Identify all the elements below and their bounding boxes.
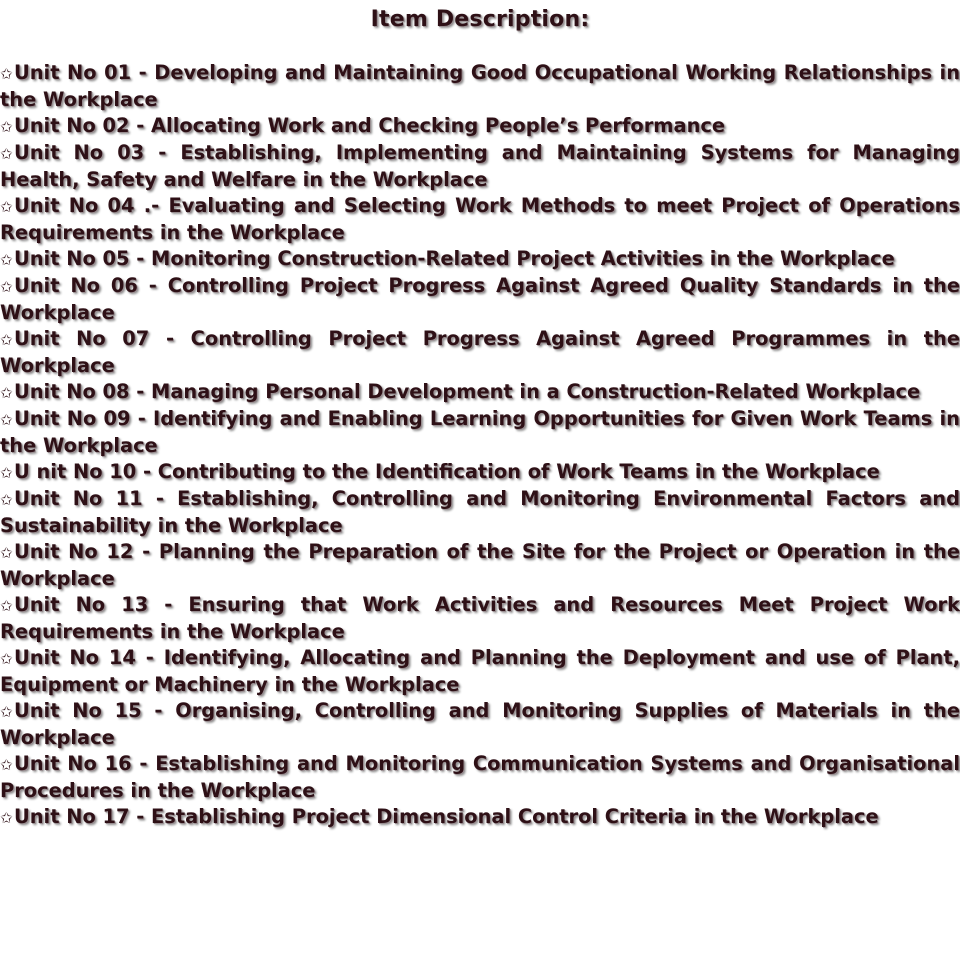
- list-item: [0, 804, 960, 831]
- star-outline-icon: ✩: [0, 703, 13, 721]
- star-outline-icon: ✩: [0, 544, 13, 562]
- list-item: [0, 193, 960, 246]
- star-outline-icon: ✩: [0, 278, 13, 296]
- list-item: [0, 751, 960, 804]
- list-item: [0, 273, 960, 326]
- unit-label: Unit No 02 - Allocating Work and Checking People’s Performance: [14, 114, 726, 137]
- star-outline-icon: ✩: [0, 198, 13, 216]
- list-item: [0, 60, 960, 113]
- list-item: [0, 140, 960, 193]
- star-outline-icon: ✩: [0, 251, 13, 269]
- unit-label: Unit No 09 - Identifying and Enabling Learning Opportunities for Given Work Teams in the Workplace: [0, 407, 960, 457]
- star-outline-icon: ✩: [0, 384, 13, 402]
- unit-label: Unit No 08 - Managing Personal Development in a Construction-Related Workplace: [14, 380, 921, 403]
- star-outline-icon: ✩: [0, 331, 13, 349]
- star-outline-icon: ✩: [0, 491, 13, 509]
- list-item: [0, 379, 960, 406]
- star-outline-icon: ✩: [0, 650, 13, 668]
- list-item: [0, 406, 960, 459]
- unit-label: U nit No 10 - Contributing to the Identification of Work Teams in the Workplace: [14, 460, 880, 483]
- list-item: [0, 592, 960, 645]
- unit-label: Unit No 05 - Monitoring Construction-Related Project Activities in the Workplace: [14, 247, 895, 270]
- list-item: [0, 645, 960, 698]
- unit-label: Unit No 03 - Establishing, Implementing and Maintaining Systems for Managing Health, Safety and Welfare in the Workplace: [0, 141, 960, 191]
- star-outline-icon: ✩: [0, 118, 13, 136]
- unit-label: Unit No 04 .- Evaluating and Selecting Work Methods to meet Project of Operations Requirements in the Workplace: [0, 194, 960, 244]
- list-item: [0, 698, 960, 751]
- unit-label: Unit No 11 - Establishing, Controlling and Monitoring Environmental Factors and Sustainability in the Workplace: [0, 487, 960, 537]
- star-outline-icon: ✩: [0, 145, 13, 163]
- star-outline-icon: ✩: [0, 809, 13, 827]
- list-item: [0, 113, 960, 140]
- star-outline-icon: ✩: [0, 597, 13, 615]
- unit-label: Unit No 17 - Establishing Project Dimensional Control Criteria in the Workplace: [14, 805, 879, 828]
- star-outline-icon: ✩: [0, 464, 13, 482]
- star-outline-icon: ✩: [0, 65, 13, 83]
- unit-label: Unit No 16 - Establishing and Monitoring Communication Systems and Organisational Procedures in the Workplace: [0, 752, 960, 802]
- unit-label: Unit No 12 - Planning the Preparation of the Site for the Project or Operation in the Workplace: [0, 540, 960, 590]
- star-outline-icon: ✩: [0, 411, 13, 429]
- list-item: [0, 459, 960, 486]
- page-title: Item Description:: [370, 7, 590, 32]
- unit-label: Unit No 07 - Controlling Project Progress Against Agreed Programmes in the Workplace: [0, 327, 960, 377]
- star-outline-icon: ✩: [0, 756, 13, 774]
- list-item: [0, 539, 960, 592]
- list-item: [0, 486, 960, 539]
- unit-label: Unit No 01 - Developing and Maintaining Good Occupational Working Relationships in the Workplace: [0, 61, 960, 111]
- unit-label: Unit No 15 - Organising, Controlling and Monitoring Supplies of Materials in the Workplace: [0, 699, 960, 749]
- unit-label: Unit No 14 - Identifying, Allocating and Planning the Deployment and use of Plant, Equipment or Machinery in the Workplace: [0, 646, 960, 696]
- unit-label: Unit No 06 - Controlling Project Progress Against Agreed Quality Standards in the Workplace: [0, 274, 960, 324]
- list-item: [0, 326, 960, 379]
- list-item: [0, 246, 960, 273]
- unit-list: [0, 60, 960, 831]
- unit-label: Unit No 13 - Ensuring that Work Activities and Resources Meet Project Work Requirements in the Workplace: [0, 593, 960, 643]
